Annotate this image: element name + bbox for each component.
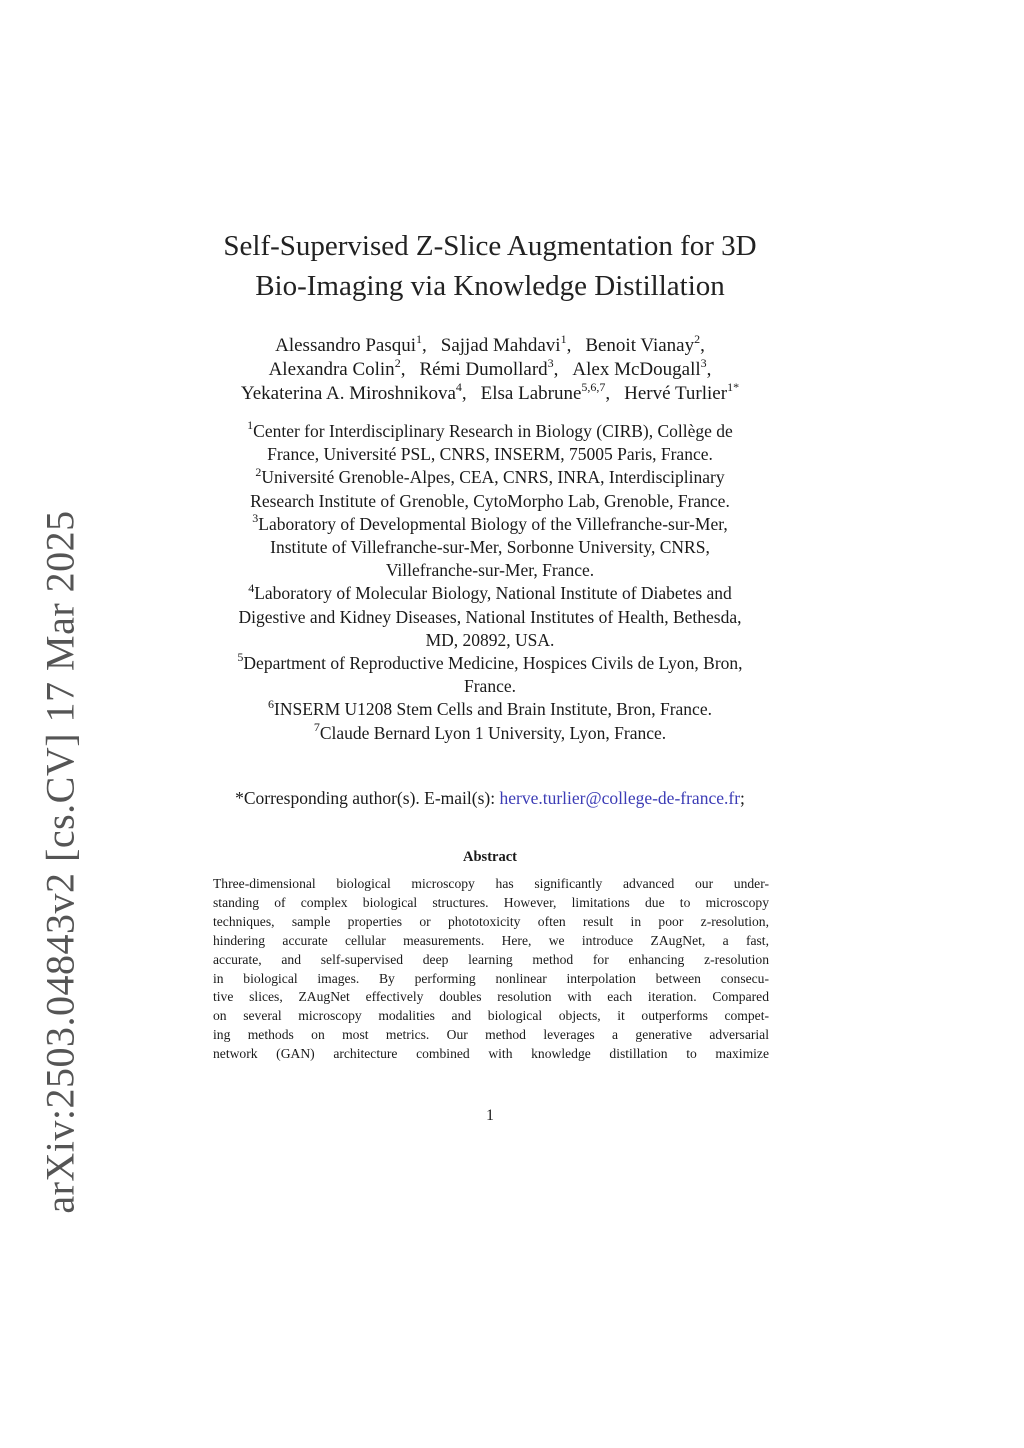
author: Alessandro Pasqui$^1$ bbox=[275, 331, 423, 356]
author-line-2: Alexandra Colin$^2$, Rémi Dumollard$^3$, Alex McDougall$^3$, bbox=[268, 355, 712, 380]
affiliation-list bbox=[180, 420, 800, 745]
affiliation-5: $^5$Department of Reproductive Medicine, Hospices Civils de Lyon, Bron, France. bbox=[237, 650, 743, 697]
abstract-line: on several microscopy modalities and biological objects, it outperforms compet- bbox=[213, 1008, 769, 1024]
paper-title bbox=[160, 226, 820, 306]
author: Sajjad Mahdavi$^1$ bbox=[440, 331, 567, 356]
corresponding-label: *Corresponding author(s). E-mail(s): bbox=[235, 788, 500, 808]
author: Alexandra Colin$^2$ bbox=[268, 355, 401, 380]
author: Alex McDougall$^3$ bbox=[572, 355, 707, 380]
abstract-line: standing of complex biological structures. However, limitations due to microscopy bbox=[213, 894, 769, 910]
title-line-2: Bio-Imaging via Knowledge Distillation bbox=[255, 270, 725, 302]
abstract-text bbox=[213, 875, 769, 1064]
abstract-line: hindering accurate cellular measurements. Here, we introduce ZAugNet, a fast, bbox=[213, 932, 769, 948]
affiliation-6: $^6$INSERM U1208 Stem Cells and Brain Institute, Bron, France. bbox=[268, 696, 712, 720]
abstract-line: accurate, and self-supervised deep learning method for enhancing z-resolution bbox=[213, 951, 769, 967]
abstract-line: network (GAN) architecture combined with knowledge distillation to maximize bbox=[213, 1046, 769, 1062]
author: Benoit Vianay$^2$ bbox=[585, 331, 701, 356]
author: Hervé Turlier$^{1*}$ bbox=[624, 379, 740, 404]
arxiv-identifier: arXiv:2503.04843v2 [cs.CV] 17 Mar 2025 bbox=[37, 510, 83, 1214]
abstract-heading: Abstract bbox=[463, 849, 517, 865]
affiliation-3: $^3$Laboratory of Developmental Biology of the Villefranche-sur-Mer, Institute of Villefranche-sur-Mer, Sorbonne University, CNRS, Villefranche-sur-Mer, France. bbox=[252, 510, 728, 581]
author: Rémi Dumollard$^3$ bbox=[419, 355, 554, 380]
abstract-line: ing methods on most metrics. Our method leverages a generative adversarial bbox=[213, 1027, 769, 1043]
author-line-1: Alessandro Pasqui$^1$, Sajjad Mahdavi$^1$, Benoit Vianay$^2$, bbox=[275, 331, 705, 356]
author: Elsa Labrune$^{5,6,7}$ bbox=[480, 379, 606, 404]
affiliation-7: $^7$Claude Bernard Lyon 1 University, Lyon, France. bbox=[313, 719, 667, 743]
author: Yekaterina A. Miroshnikova$^4$ bbox=[240, 379, 462, 404]
affiliation-2: $^2$Université Grenoble-Alpes, CEA, CNRS, INRA, Interdisciplinary Research Institute of Grenoble, CytoMorpho Lab, Grenoble, France. bbox=[250, 464, 730, 511]
title-line-1: Self-Supervised Z-Slice Augmentation for 3D bbox=[223, 230, 757, 262]
affiliation-4: $^4$Laboratory of Molecular Biology, National Institute of Diabetes and Digestive and Kidney Diseases, National Institutes of Health, Bethesda, MD, 20892, USA. bbox=[238, 580, 742, 650]
affiliation-1: $^1$Center for Interdisciplinary Research in Biology (CIRB), Collège de France, Université PSL, CNRS, INSERM, 75005 Paris, France. bbox=[247, 418, 733, 465]
author-line-3: Yekaterina A. Miroshnikova$^4$, Elsa Labrune$^{5,6,7}$, Hervé Turlier$^{1*}$ bbox=[240, 379, 740, 404]
abstract-line: in biological images. By performing nonlinear interpolation between consecu- bbox=[213, 970, 769, 986]
abstract-line: techniques, sample properties or phototoxicity often result in poor z-resolution, bbox=[213, 913, 769, 929]
abstract-line: tive slices, ZAugNet effectively doubles resolution with each iteration. Compared bbox=[213, 989, 769, 1005]
author-list bbox=[160, 331, 820, 406]
corresponding-author bbox=[160, 786, 820, 810]
abstract-line: Three-dimensional biological microscopy has significantly advanced our under- bbox=[213, 876, 769, 891]
page-number: 1 bbox=[486, 1107, 494, 1124]
email-link[interactable]: herve.turlier@college-de-france.fr bbox=[499, 788, 741, 808]
corresponding-suffix: ; bbox=[740, 788, 745, 808]
